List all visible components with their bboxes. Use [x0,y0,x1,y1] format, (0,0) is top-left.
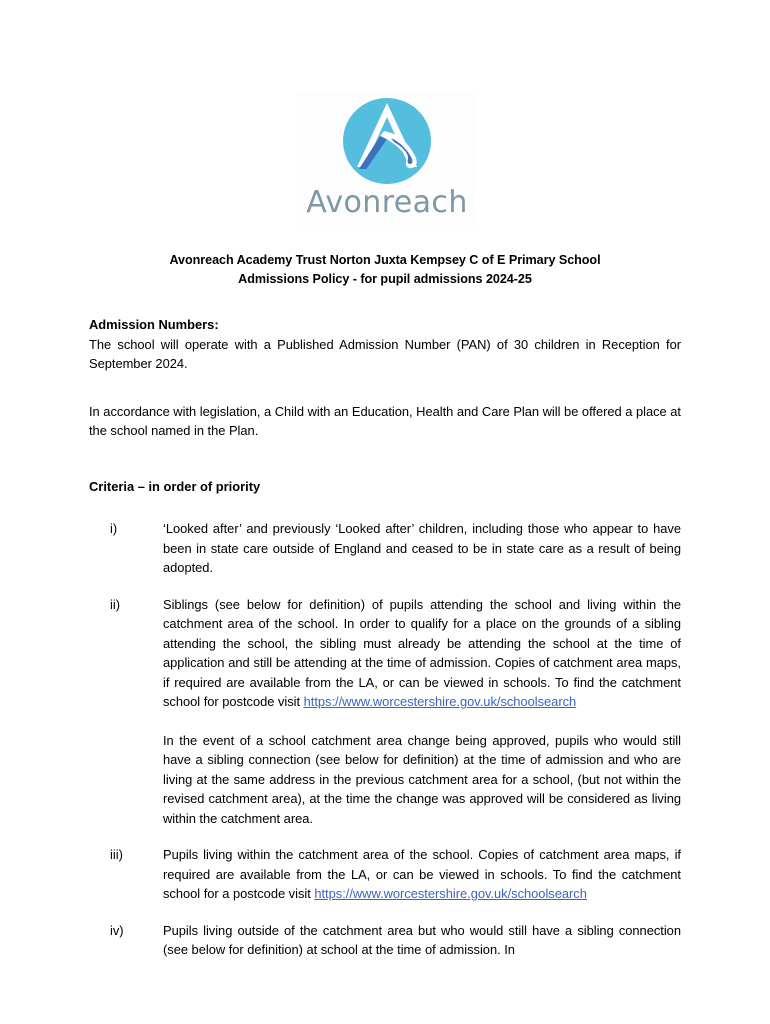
criteria-text-part: Siblings (see below for definition) of pupils attending the school and living within the catchment area of the school. In order to qualify for a place on the grounds of a sibling attending the school, the sibling must already be attending the school at the time of application and still be attending at the time of admission. Copies of catchment area maps, if required are available from the LA, or can be viewed in schools. To find the catchment school for postcode visit [163,596,681,709]
schoolsearch-link[interactable]: https://www.worcestershire.gov.uk/schoolsearch [303,694,577,709]
criteria-item-iii [89,845,681,904]
criteria-numeral: iv) [110,922,124,938]
criteria-sub-paragraph: In the event of a school catchment area change being approved, pupils who would still have a sibling connection (see below for definition) at the time of admission and who are living at the same address in the previous catchment area for a school, (but not within the revised catchment area), at the time the change was approved will be considered as living within the catchment area. [163,732,681,826]
criteria-text: Pupils living outside of the catchment area but who would still have a sibling connection (see below for definition) at school at the time of admission. In [163,922,681,957]
avonreach-wordmark: Avonreach [306,185,468,220]
criteria-text: ‘Looked after’ and previously ‘Looked after’ children, including those who appear to have been in state care outside of England and ceased to be in state care as a result of being adopted. [163,521,681,575]
criteria-numeral: iii) [110,847,123,862]
criteria-numeral: i) [110,521,118,536]
criteria-item-iv [89,921,681,960]
schoolsearch-link[interactable]: https://www.worcestershire.gov.uk/schoolsearch [314,886,587,901]
criteria-text [163,595,681,829]
spacer [89,441,681,469]
admission-numbers-paragraph: The school will operate with a Published Admission Number (PAN) of 30 children in Reception for September 2024. [89,336,681,371]
criteria-item-i [89,519,681,578]
page-title-line-1: Avonreach Academy Trust Norton Juxta Kempsey C of E Primary School [169,253,601,267]
document-body [89,251,681,960]
spacer [89,374,681,402]
criteria-item-ii [89,595,681,829]
avonreach-logo [296,93,478,226]
ehcp-paragraph: In accordance with legislation, a Child with an Education, Health and Care Plan will be offered a place at the school named in the Plan. [89,403,681,438]
criteria-list [89,519,681,960]
page-title [89,251,681,289]
page-title-line-2: Admissions Policy - for pupil admissions 2024-25 [238,272,532,286]
criteria-text [163,845,681,904]
spacer [89,293,681,307]
criteria-text-part: Pupils living within the catchment area of the school. Copies of catchment area maps, if required are available from the LA, or can be viewed in schools. To find the catchment school for a postcode visit [163,847,681,901]
avonreach-circle-a-logo-icon [335,93,439,189]
spacer [89,496,681,519]
admission-numbers-heading: Admission Numbers: [89,317,219,332]
criteria-numeral: ii) [110,596,121,612]
criteria-heading: Criteria – in order of priority [89,478,261,494]
